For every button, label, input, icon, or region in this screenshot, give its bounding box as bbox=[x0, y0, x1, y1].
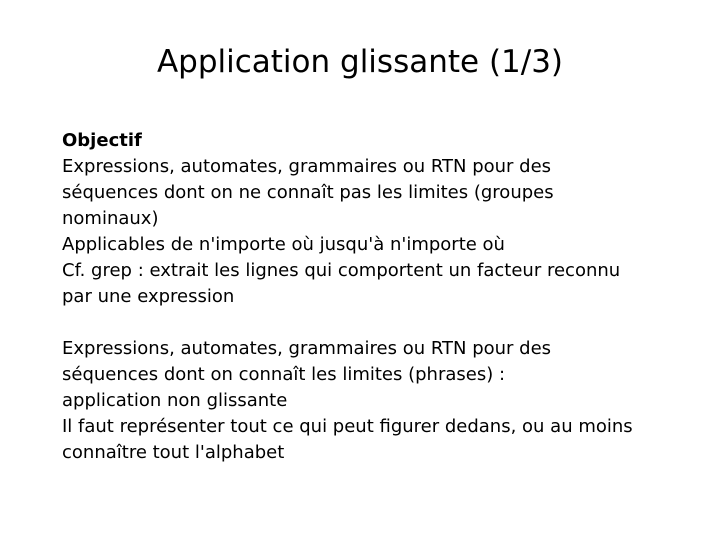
body-line: séquences dont on connaît les limites (phrases) : bbox=[62, 364, 506, 385]
section-heading-objectif: Objectif bbox=[62, 130, 142, 151]
body-line: Expressions, automates, grammaires ou RTN pour des bbox=[62, 156, 552, 177]
body-line: Expressions, automates, grammaires ou RTN pour des bbox=[62, 338, 552, 359]
body-line: application non glissante bbox=[62, 390, 288, 411]
paragraph-spacer bbox=[62, 310, 702, 336]
body-line: connaître tout l'alphabet bbox=[62, 442, 285, 463]
slide-body bbox=[62, 128, 702, 466]
body-line: séquences dont on ne connaît pas les limites (groupes bbox=[62, 182, 554, 203]
body-line: Applicables de n'importe où jusqu'à n'importe où bbox=[62, 234, 505, 255]
slide-title: Application glissante (1/3) bbox=[156, 44, 564, 80]
body-line: par une expression bbox=[62, 286, 235, 307]
body-line: Cf. grep : extrait les lignes qui comportent un facteur reconnu bbox=[62, 260, 621, 281]
body-line: Il faut représenter tout ce qui peut figurer dedans, ou au moins bbox=[62, 416, 633, 437]
body-line: nominaux) bbox=[62, 208, 159, 229]
